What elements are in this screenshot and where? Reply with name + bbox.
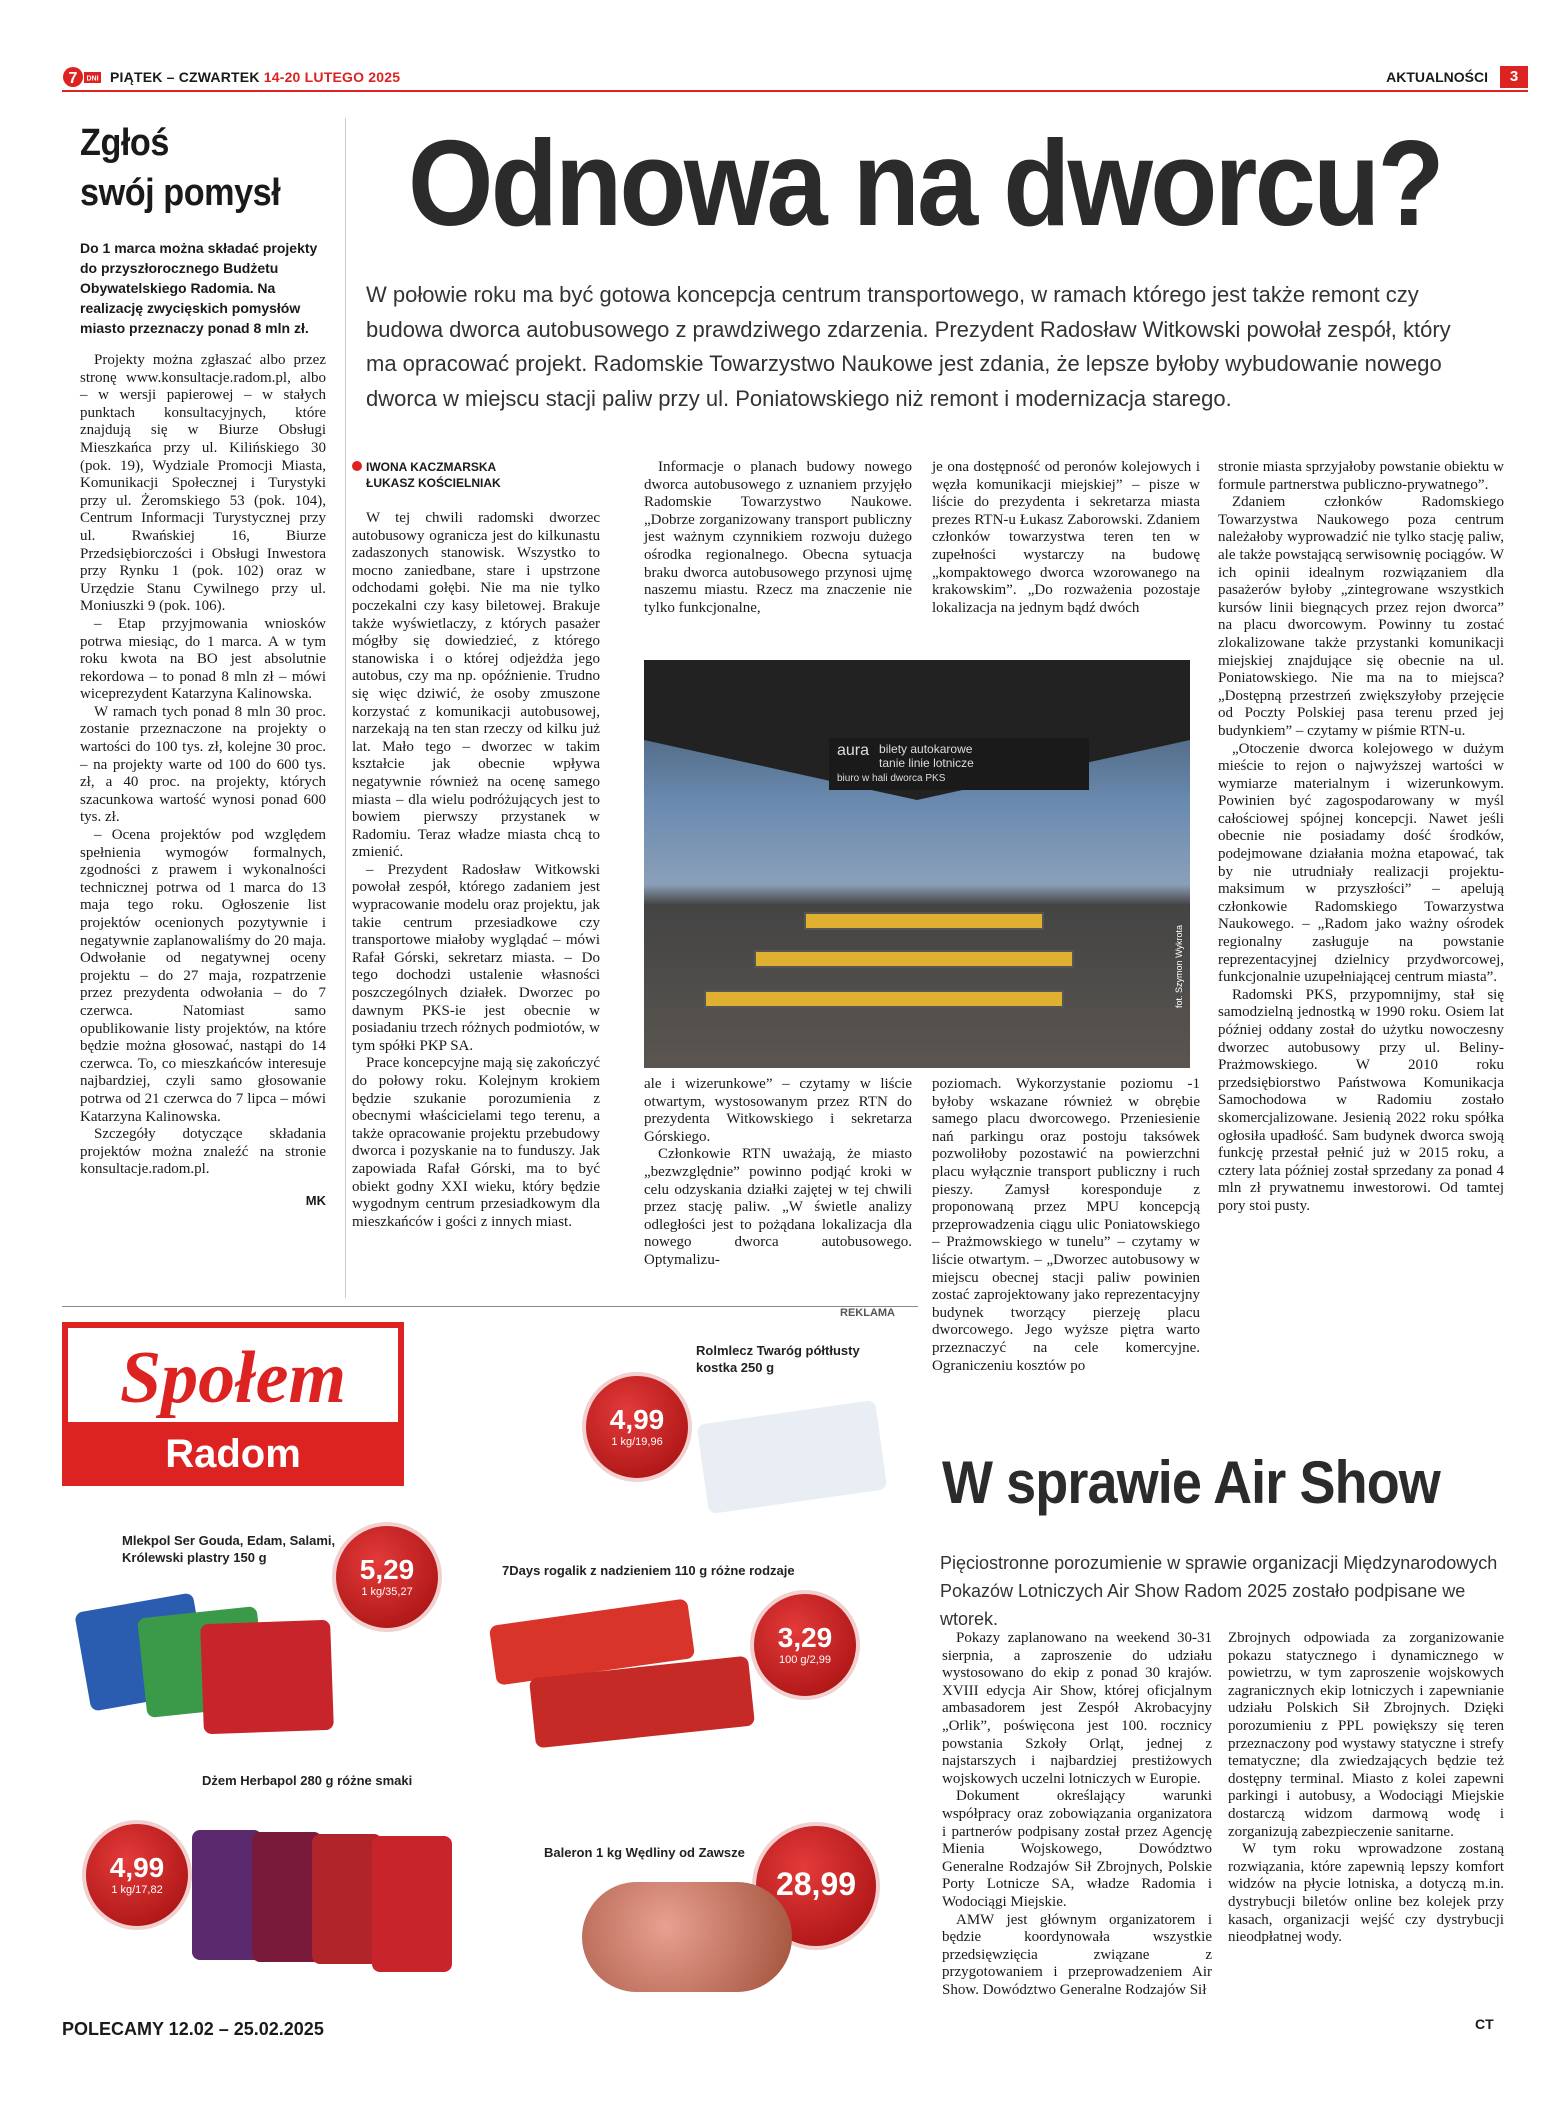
issue-days: PIĄTEK – CZWARTEK — [110, 69, 260, 85]
price-value: 28,99 — [775, 1866, 857, 1902]
main-lead: W połowie roku ma być gotowa koncepcja centrum transportowego, w ramach którego jest także remont czy budowa dworca autobusowego z prawdziwego zdarzenia. Prezydent Radosław Witkowski powołał zespół, który ma opracować projekt. Radomskie Towarzystwo Naukowe jest zdania, że lepsze byłoby wybudowanie nowego dworca w miejscu stacji paliw przy ul. Poniatowskiego niż remont i modernizacja starego. — [366, 282, 1451, 411]
advertisement[interactable] — [62, 1322, 918, 2040]
price-badge — [332, 1522, 442, 1632]
bench — [804, 912, 1044, 930]
sidebar-body — [80, 352, 326, 1179]
sidebar-title-line-2: swój pomysł — [80, 172, 281, 214]
sidebar-title-line-1: Zgłoś — [80, 122, 169, 164]
airshow-lead: Pięciostronne porozumienie w sprawie organizacji Międzynarodowych Pokazów Lotniczych Air Show Radom 2025 zostało podpisane we wtorek. — [940, 1553, 1498, 1629]
bench — [754, 950, 1074, 968]
article-paragraph: je ona dostępność od peronów kolejowych i węzła komunikacji miejskiej” – pisze w liście do prezydenta i sekretarza miasta prezes RTN-u Łukasz Zaborowski. Zdaniem członków towarzystwa teren ten w zupełności wystarczy na budowę „kompaktowego dworca wzorowanego na krakowskim”. „Do rozważenia pozostaje lokalizacja na jednym bądź dwóch — [932, 459, 1200, 616]
photo-sign-brand: aura — [837, 742, 870, 759]
price-value: 4,99 — [109, 1852, 165, 1883]
article-column-3-bottom — [932, 1076, 1200, 1375]
spolem-city: Radom — [62, 1422, 404, 1486]
cheese-pack-image — [697, 1400, 888, 1514]
article-paragraph: „Otoczenie dworca kolejowego w dużym mieście to rejon o najwyższej wartości w wymiarze materialnym i wizerunkowym. Powinien być zagospodarowany w myśl całościowej spójnej koncepcji. Nawet jeśli obecnie nie posiadamy dość środków, podejmowane działania można etapować, tak by nie utrudniały realizacji projektu-maksimum w przyszłości” – apelują członkowie Radomskiego Towarzystwa Naukowego. – „Radom jako ważny ośrodek regionalny zasługuje na powstanie reprezentacyjnej dzielnicy przydworcowej, funkcjonalnie uzupełniającej centrum miasta”. — [1218, 740, 1504, 986]
article-paragraph: poziomach. Wykorzystanie poziomu -1 byłoby wskazane również w obrębie samego placu dworcowego. Przeniesienie nań parkingu oraz postoju taksówek pozwoliłoby pozostawić na powierzchni placu wyłącznie transport publiczny i ruch pieszy. Zamysł koresponduje z proponowaną przez MPU koncepcją przeprowadzenia ciągu ulic Poniatowskiego – Prażmowskiego w tunelu” – czytamy w liście otwartym. – „Dworzec autobusowy w miejscu obecnej stacji paliw powinien zostać zaprojektowany jako reprezentacyjny budynek tworzący pierzeję placu dworcowego. Jego wyższe piętra warto przeznaczyć na cele komercyjne. Ograniczeniu kosztów po — [932, 1076, 1200, 1374]
sidebar-lead: Do 1 marca można składać projekty do przyszłorocznego Budżetu Obywatelskiego Radomia. Na realizację zwycięskich pomysłów miasto przeznaczy ponad 8 mln zł. — [80, 240, 318, 336]
photo-sign-line-1: bilety autokarowe — [879, 742, 973, 756]
article-paragraph: Prace koncepcyjne mają się zakończyć do połowy roku. Kolejnym krokiem będzie szukanie porozumienia z obecnymi właścicielami tego terenu, a także opracowanie projektu przebudowy dworca i pozyskanie na to funduszy. Jak zapowiada Rafał Górski, ma to być obiekt godny XXI wieku, który będzie wygodnym centrum przesiadkowym dla mieszkańców i gości z innych miast. — [352, 1055, 600, 1230]
price-unit: 100 g/2,99 — [779, 1654, 831, 1666]
price-value: 3,29 — [777, 1622, 833, 1653]
price-badge — [82, 1820, 192, 1930]
article-column-3-top — [932, 459, 1200, 617]
logo-number: 7 — [68, 70, 78, 87]
sidebar-paragraph: Szczegóły dotyczące składania projektów można znaleźć na stronie konsultacje.radom.pl. — [80, 1126, 326, 1178]
price-badge — [750, 1590, 860, 1700]
product-name: 7Days rogalik z nadzieniem 110 g różne rodzaje — [502, 1563, 795, 1578]
bench — [704, 990, 1064, 1008]
newspaper-logo — [62, 66, 102, 88]
sidebar-paragraph: – Etap przyjmowania wniosków potrwa miesiąc, do 1 marca. A w tym roku kwota na BO jest absolutnie rekordowa – to ponad 8 mln zł – mówi wiceprezydent Katarzyna Kalinowska. — [80, 615, 326, 703]
article-paragraph: W tej chwili radomski dworzec autobusowy ogranicza jest do kilkunastu zadaszonych stanowisk. Wszystko to mocno zaniedbane, stare i upstrzone odchodami gołębi. Nie ma nie tylko poczekalni czy kasy biletowej. Brakuje także wyświetlaczy, z których pasażer mógłby się dowiedzieć, z którego stanowiska i o której odjeżdża jego autobus, czy ma np. opóźnienie. Trudno się więc dziwić, że osoby zmuszone korzystać z komunikacji autobusowej, narzekają na ten stan rzeczy od kilku już lat. Mało tego – dworzec w takim kształcie jak obecnie wpływa negatywnie również na ocenę samego miasta – dla wielu podróżujących jest to bowiem pierwszy przystanek w Radomiu. Teraz władze miasta chcą to zmienić. — [352, 510, 600, 861]
issue-date-range: 14-20 LUTEGO 2025 — [263, 69, 401, 85]
ad-divider — [62, 1306, 918, 1307]
ad-validity: POLECAMY 12.02 – 25.02.2025 — [62, 2019, 324, 2039]
bus-station-photo — [644, 660, 1190, 1068]
ham-image — [582, 1882, 792, 1992]
airshow-column-1 — [942, 1630, 1212, 1999]
price-value: 4,99 — [609, 1404, 665, 1435]
article-paragraph: Informacje o planach budowy nowego dworca autobusowego z uznaniem przyjęło Radomskie Towarzystwo Naukowe. „Dobrze zorganizowany transport publiczny jest ważnym czynnikiem rozwoju dużego ośrodka regionalnego. Obecna sytuacja braku dworca autobusowego przynosi ujmę naszemu miastu. Rzecz ma znaczenie nie tylko funkcjonalne, — [644, 459, 912, 616]
sidebar-article — [80, 118, 326, 1208]
byline-bullet — [352, 461, 362, 471]
article-column-1 — [352, 510, 600, 1231]
section-name: AKTUALNOŚCI — [1386, 69, 1488, 85]
page-header — [62, 66, 1528, 88]
article-paragraph: W tym roku wprowadzone zostaną rozwiązania, które zapewnią lepszy komfort widzów na płycie lotniska, a dotyczą m.in. dystrybucji biletów online bez kolejek przy kasach, organizacji wejść czy dystrybucji nieodpłatnej wody. — [1228, 1841, 1504, 1946]
sidebar-paragraph: – Ocena projektów pod względem spełnienia wymogów formalnych, zgodności z prawem i wykonalności technicznej potrwa od 1 marca do 13 maja tego roku. Ogłoszenie list projektów ocenionych pozytywnie i negatywnie zaplanowaliśmy do 20 maja. Odwołanie od negatywnej oceny projektu – do 27 maja, rozpatrzenie przez prezydenta odwołania – do 7 czerwca. Natomiast samo opublikowanie listy projektów, na które będzie można głosować, nastąpi do 14 czerwca. To, co mieszkańców interesuje najbardziej, czyli samo głosowanie potrwa od 21 czerwca do 7 lipca – mówi Katarzyna Kalinowska. — [80, 827, 326, 1125]
author-2: ŁUKASZ KOŚCIELNIAK — [366, 476, 501, 490]
article-column-4 — [1218, 459, 1504, 1216]
price-unit: 1 kg/19,96 — [611, 1436, 663, 1448]
header-rule — [62, 90, 1528, 92]
article-paragraph: – Prezydent Radosław Witkowski powołał zespół, którego zadaniem jest wypracowanie modelu oraz projektu, jak takie centrum przesiadkowe czy transportowe miałoby wyglądać – mówi Rafał Górski, sekretarz miasta. – Do tego dochodzi ustalenie własności poszczególnych działek. Dworzec po dawnym PKS-ie jest obecnie w posiadaniu trzech różnych podmiotów, w tym spółki PKP SA. — [352, 861, 600, 1054]
article-paragraph: Zbrojnych odpowiada za zorganizowanie pokazu statycznego i dynamicznego w powietrzu, w tym zaproszenie wojskowych zagranicznych ekip lotniczych i zapewnianie udziału Polskich Sił Zbrojnych. Dzięki porozumieniu z PPL powiększy się teren przeznaczony pod wystawy statyczne i strefy tematyczne; dla zwiedzających będzie też dostępny terminal. Miasto z kolei zapewni parkingi i autobusy, a Wodociągi Miejskie dostarczą widzom darmową wodę i zorganizują zabezpieczenie sanitarne. — [1228, 1630, 1504, 1840]
jam-jar-image — [372, 1836, 452, 1972]
article-paragraph: Dokument określający warunki współpracy oraz zobowiązania organizatora i partnerów podpisany został przez Agencję Mienia Wojskowego, Dowództwo Generalne Rodzajów Sił Zbrojnych, Polskie Porty Lotnicze SA, władze Radomia i Wodociągi Miejskie. — [942, 1788, 1212, 1910]
sidebar-paragraph: W ramach tych ponad 8 mln 30 proc. zostanie przeznaczone na projekty o wartości do 100 tys. zł, kolejne 30 proc. – na projekty warte od 100 do 600 tys. zł, a 40 proc. na projekty, których szacunkowa wartość wynosi ponad 600 tys. zł. — [80, 703, 326, 826]
article-column-2-top — [644, 459, 912, 617]
cheese-slices-image — [200, 1620, 334, 1734]
page-number: 3 — [1500, 66, 1528, 88]
article-paragraph: Radomski PKS, przypomnijmy, stał się samodzielną jednostką w 1990 roku. Osiem lat później oddany został do użytku nowoczesny dworzec autobusowy przy ul. Beliny-Prażmowskiego. W 2010 roku przedsiębiorstwo Państwowa Komunikacja Samochodowa w Radomiu zostało skomercjalizowane. Jesienią 2022 roku spółka ogłosiła upadłość. Sam budynek dworca swoją funkcję przestał pełnić już w 2015 roku, a cztery lata później został sprzedany za ponad 4 mln zł prywatnemu inwestorowi. Od tamtej pory stoi pusty. — [1218, 986, 1504, 1214]
airshow-signature: CT — [1475, 2016, 1494, 2032]
sidebar-title — [80, 118, 301, 218]
price-value: 5,29 — [359, 1554, 415, 1585]
author-1: IWONA KACZMARSKA — [366, 460, 497, 474]
spolem-logo — [62, 1322, 404, 1510]
price-unit: 1 kg/17,82 — [111, 1884, 163, 1896]
price-unit: 1 kg/35,27 — [361, 1586, 413, 1598]
article-paragraph: Członkowie RTN uważają, że miasto „bezwzględnie” powinno podjąć kroki w celu odzyskania działki zajętej w tej chwili przez stację paliw. „W świetle analizy odległości jest to pożądana lokalizacja dla nowego dworca autobusowego. Optymalizu- — [644, 1146, 912, 1268]
spolem-brand: Społem — [62, 1322, 404, 1422]
product-name: Baleron 1 kg Wędliny od Zawsze — [544, 1845, 745, 1860]
sidebar-signature: MK — [305, 1192, 326, 1208]
issue-dates — [110, 69, 400, 85]
article-paragraph: Zdaniem członków Radomskiego Towarzystwa Naukowego poza centrum należałoby wyprowadzić nie tylko stację paliw, ale także powstającą serwisownię pociągów. W ich opinii idealnym rozwiązaniem dla pasażerów byłoby „zintegrowane wszystkich kursów linii biegnących przez rejon dworca” na placu dworcowym. Powinny tu zostać zlokalizowane także przystanki komunikacji miejskiej znajdujące się obecnie na ul. Poniatowskiego. Nie ma na to miejsca? „Dostępną przestrzeń zwiększyłoby przejęcie od Poczty Polskiej pasa terenu przed jej budynkiem” – czytamy w piśmie RTN-u. — [1218, 494, 1504, 739]
product-name: Dżem Herbapol 280 g różne smaki — [202, 1773, 413, 1788]
photo-sign-line-2: tanie linie lotnicze — [879, 756, 974, 770]
logo-sub: DNI — [86, 75, 99, 83]
article-paragraph: AMW jest głównym organizatorem i będzie koordynowała wszystkie przedsięwzięcia związane z przygotowaniem i przeprowadzeniem Air Show. Dowództwo Generalne Rodzajów Sił — [942, 1911, 1212, 1998]
photo-sign — [829, 738, 1089, 790]
product-name: Mlekpol Ser Gouda, Edam, Salami, Królewski plastry 150 g — [122, 1533, 336, 1565]
article-column-2-bottom — [644, 1076, 912, 1270]
ad-label: REKLAMA — [840, 1307, 895, 1319]
product-name: Rolmlecz Twaróg półtłusty kostka 250 g — [696, 1343, 860, 1375]
article-paragraph: ale i wizerunkowe” – czytamy w liście otwartym, wystosowanym przez RTN do prezydenta Witkowskiego i sekretarza Górskiego. — [644, 1076, 912, 1145]
article-paragraph: Pokazy zaplanowano na weekend 30-31 sierpnia, a zaproszenie do udziału wystosowano do ekip z ponad 30 krajów. XVIII edycja Air Show, której oficjalnym ambasadorem jest Zespół Akrobacyjny „Orlik”, poświęcona jest 100. rocznicy powstania Szkoły Orląt, jednej z najstarszych i najbardziej prestiżowych wojskowych uczelni lotniczych w Europie. — [942, 1630, 1212, 1787]
airshow-column-2 — [1228, 1630, 1504, 1947]
airshow-headline: W sprawie Air Show — [942, 1449, 1440, 1516]
sidebar-paragraph: Projekty można zgłaszać albo przez stronę www.konsultacje.radom.pl, albo – w wersji papierowej – w stałych punktach konsultacyjnych, które znajdują się w Biurze Obsługi Mieszkańca przy ul. Kilińskiego 30 (pok. 19), Wydziale Promocji Miasta, Komunikacji Społecznej i Turystyki przy ul. Żeromskiego 53 (pok. 104), Centrum Informacji Turystycznej przy ul. Rwańskiej 16, Biurze Przedsiębiorczości i Obsługi Inwestora przy Rynku 1 (pok. 102) oraz w Urzędzie Stanu Cywilnego przy ul. Moniuszki 9 (pok. 106). — [80, 352, 326, 615]
photo-sign-line-3: biuro w hali dworca PKS — [837, 773, 946, 784]
price-badge — [582, 1372, 692, 1482]
column-divider — [345, 118, 346, 1298]
article-paragraph: stronie miasta sprzyjałoby powstanie obiektu w formule partnerstwa publiczno-prywatnego”. — [1218, 459, 1504, 493]
photo-credit: fot. Szymon Wykrota — [1174, 925, 1184, 1008]
main-headline: Odnowa na dworcu? — [408, 115, 1442, 251]
byline — [352, 459, 501, 491]
